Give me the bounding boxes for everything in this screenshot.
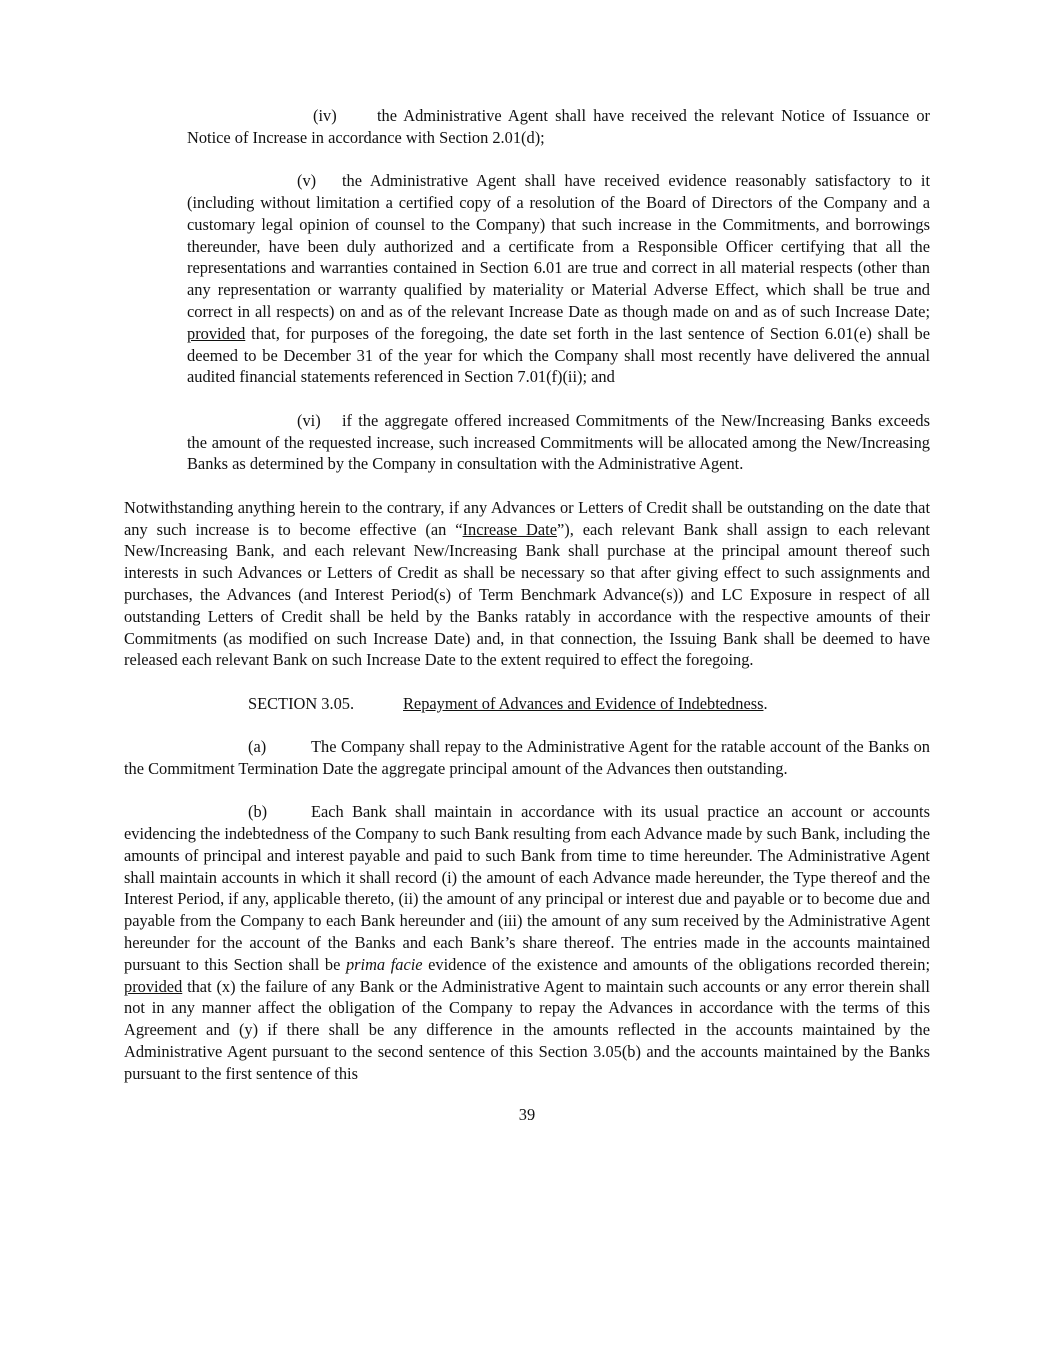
- paragraph-label: (b): [248, 802, 268, 822]
- clause-text: the Administrative Agent shall have received evidence reasonably satisfactory to it (including without limitation a certified copy of a resolution of the Board of Directors of the Company and a customary legal opinion of counsel to the Company) that such increase in the Commitments, and borrowings thereunder, have been duly authorized and a certificate from a Responsible Officer certifying that all the representations and warranties contained in Section 6.01 are true and correct in all material respects (other than any representation or warranty qualified by materiality or Material Adverse Effect, which shall be true and correct in all respects) on and as of the relevant Increase Date as though made on and as of such Increase Date;: [187, 171, 930, 321]
- document-body: [124, 105, 930, 1125]
- clause-label: (vi): [297, 410, 321, 430]
- paragraph-label: (a): [248, 737, 267, 757]
- page-number: 39: [518, 1104, 536, 1124]
- paragraph-a: [124, 736, 930, 780]
- clause-text-cont: that, for purposes of the foregoing, the date set forth in the last sentence of Section 6.01(e) shall be deemed to be December 31 of the year for which the Company shall most recently have delivered the annual audited financial statements referenced in Section 7.01(f)(ii); and: [187, 323, 930, 387]
- provided-term: provided: [124, 976, 183, 996]
- indent-spacer: [187, 185, 297, 186]
- defined-term: Increase Date: [462, 519, 557, 539]
- paragraph-text-cont2: that (x) the failure of any Bank or the Administrative Agent to maintain such accounts or any error therein shall not in any manner affect the obligation of the Company to repay the Advances in accordance with the terms of this Agreement and (y) if there shall be any difference in the amounts reflected in the accounts maintained by the Administrative Agent pursuant to the second sentence of this Section 3.05(b) and the accounts maintained by the Banks pursuant to the first sentence of this: [124, 976, 930, 1083]
- paragraph-text: The Company shall repay to the Administrative Agent for the ratable account of the Banks on the Commitment Termination Date the aggregate principal amount of the Advances then outstanding.: [124, 737, 930, 778]
- indent-spacer: [124, 816, 248, 817]
- paragraph-text-cont: evidence of the existence and amounts of the obligations recorded therein;: [422, 954, 930, 974]
- clause-iv: [187, 105, 930, 149]
- paragraph-b: [124, 801, 930, 1084]
- paragraph-text-cont: ”), each relevant Bank shall assign to each relevant New/Increasing Bank, and each relevant New/Increasing Bank shall purchase at the principal amount thereof such interests in such Advances or Letters of Credit as shall be necessary so that after giving effect to such assignments and purchases, the Advances (and Interest Period(s) of Term Benchmark Advance(s)) and LC Exposure in respect of all outstanding Letters of Credit shall be held by the Banks ratably in accordance with the respective amounts of their Commitments (as modified on such Increase Date) and, in that connection, the Issuing Bank shall be deemed to have released each relevant Bank on such Increase Date to the extent required to effect the foregoing.: [124, 519, 930, 670]
- clause-vi: [187, 410, 930, 475]
- clause-text: if the aggregate offered increased Commitments of the New/Increasing Banks exceeds the amount of the requested increase, such increased Commitments will be allocated among the New/Increasing Banks as determined by the Company in consultation with the Administrative Agent.: [187, 410, 930, 474]
- section-heading: [124, 693, 930, 715]
- paragraph-text: Each Bank shall maintain in accordance with its usual practice an account or accounts evidencing the indebtedness of the Company to such Bank resulting from each Advance made by such Bank, including the amounts of principal and interest payable and paid to such Bank from time to time hereunder. The Administrative Agent shall maintain accounts in which it shall record (i) the amount of each Advance made hereunder, the Type thereof and the Interest Period, if any, applicable thereto, (ii) the amount of any principal or interest due and payable or to become due and payable from the Company to each Bank hereunder and (iii) the amount of any sum received by the Administrative Agent hereunder for the account of the Banks and each Bank’s share thereof. The entries made in the accounts maintained pursuant to this Section shall be: [124, 802, 930, 974]
- notwithstanding-paragraph: [124, 497, 930, 671]
- indent-spacer: [124, 751, 248, 752]
- section-title: Repayment of Advances and Evidence of Indebtedness: [403, 693, 764, 713]
- clause-text: the Administrative Agent shall have received the relevant Notice of Issuance or Notice of Increase in accordance with Section 2.01(d);: [187, 106, 930, 147]
- section-number: SECTION 3.05.: [248, 693, 355, 713]
- paragraph-text: Notwithstanding anything herein to the contrary, if any Advances or Letters of Credit shall be outstanding on the date that any such increase is to become effective (an “: [124, 497, 930, 539]
- provided-term: provided: [187, 323, 246, 343]
- clause-v: [187, 170, 930, 388]
- clause-label: (v): [297, 171, 317, 191]
- clause-label: (iv): [313, 106, 337, 125]
- indent-spacer: [187, 425, 297, 426]
- indent-spacer: [187, 120, 313, 121]
- italic-term: prima facie: [345, 954, 423, 974]
- indent-spacer: [124, 708, 248, 709]
- section-period: .: [763, 693, 768, 713]
